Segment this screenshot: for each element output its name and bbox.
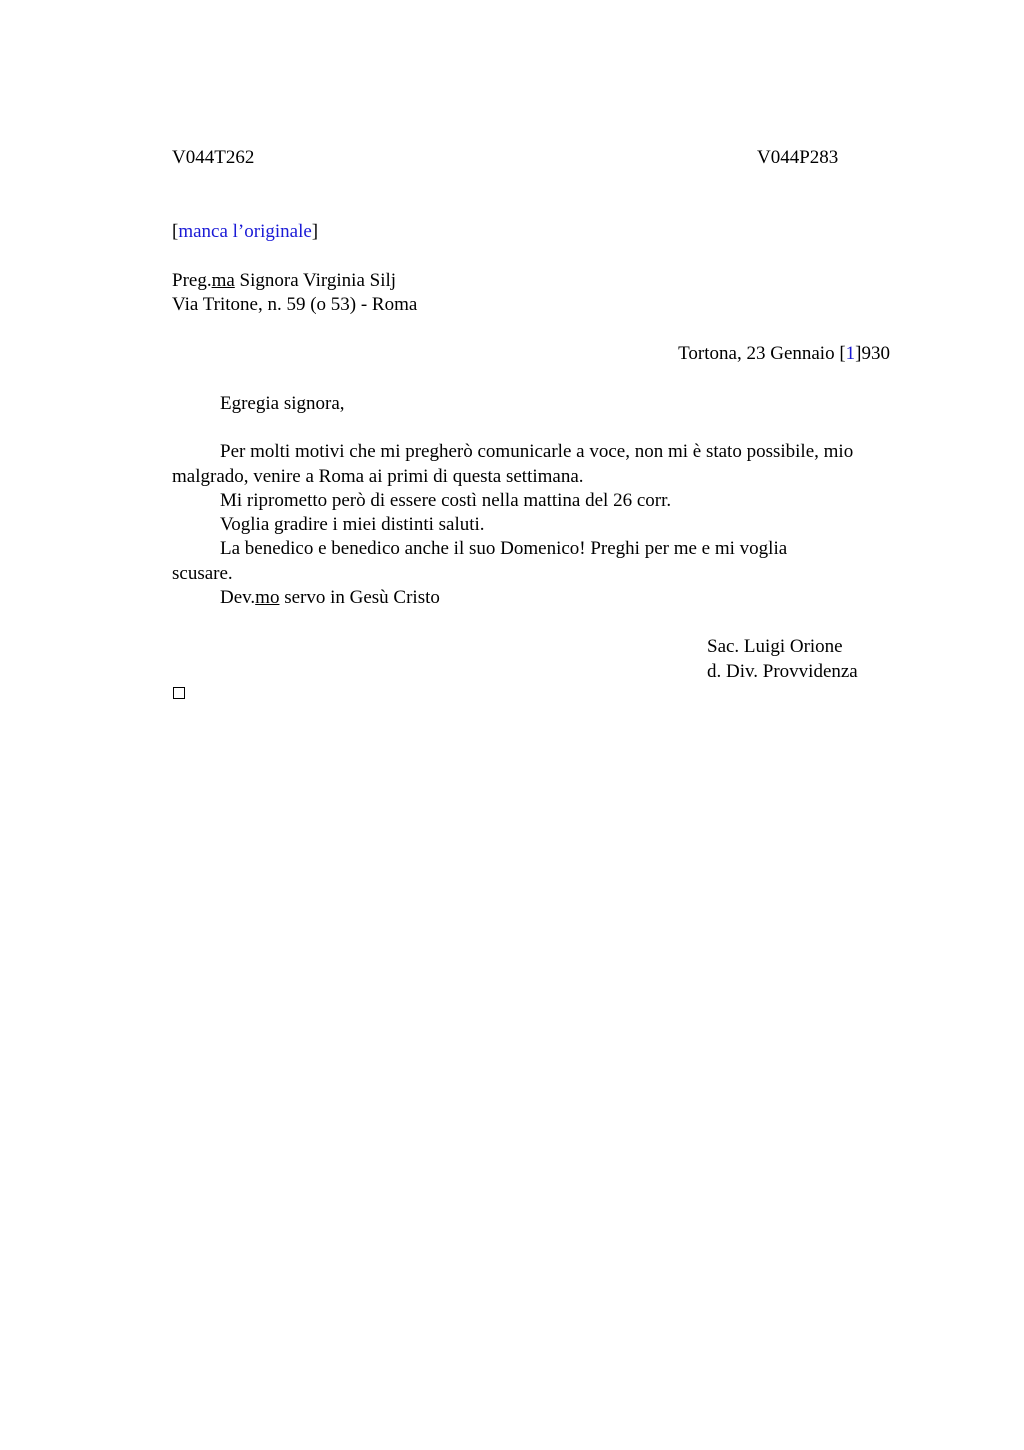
body-paragraph-3: Voglia gradire i miei distinti saluti.: [220, 514, 485, 535]
date-prefix: Tortona, 23 Gennaio [: [678, 343, 846, 364]
closing-line: [220, 586, 440, 610]
recipient-line-1: [172, 269, 396, 293]
signature-title: d. Div. Provvidenza: [707, 661, 858, 682]
recipient-prefix: Preg.: [172, 270, 212, 291]
date-suffix: ]930: [855, 343, 890, 364]
note-close-bracket: ]: [311, 221, 319, 242]
signature-name: Sac. Luigi Orione: [707, 636, 843, 657]
document-code-right: V044P283: [757, 147, 839, 168]
closing-prefix: Dev.: [220, 587, 256, 608]
editorial-note: [172, 220, 318, 244]
recipient-address: Via Tritone, n. 59 (o 53) - Roma: [172, 294, 418, 315]
body-paragraph-2: Mi riprometto però di essere costì nella mattina del 26 corr.: [220, 490, 672, 511]
note-link[interactable]: manca l’originale: [178, 221, 312, 242]
document-code-left: V044T262: [172, 147, 255, 168]
closing-abbrev: mo: [255, 587, 280, 608]
end-marker-square-icon: [173, 687, 185, 699]
date-footnote-link[interactable]: 1: [845, 343, 856, 364]
recipient-abbrev: ma: [211, 270, 235, 291]
note-open-bracket: [: [172, 221, 179, 242]
body-paragraph-1: Per molti motivi che mi pregherò comunicarle a voce, non mi è stato possibile, mio malgrado, venire a Roma ai primi di questa settimana.: [172, 441, 854, 487]
recipient-name: Signora Virginia Silj: [234, 270, 397, 291]
closing-rest: servo in Gesù Cristo: [279, 587, 440, 608]
body-paragraph-4: La benedico e benedico anche il suo Domenico! Preghi per me e mi voglia scusare.: [172, 538, 788, 584]
salutation: Egregia signora,: [220, 393, 345, 414]
letter-date: [678, 342, 890, 366]
